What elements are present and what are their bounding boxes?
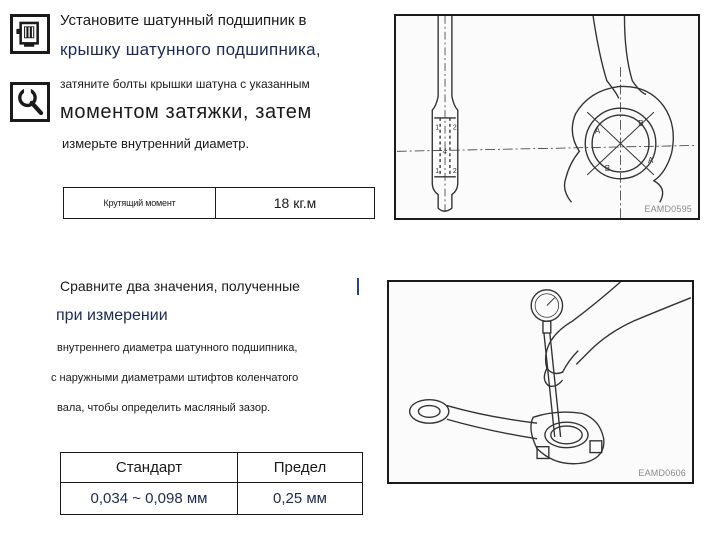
svg-text:B: B (604, 163, 611, 173)
bore-gauge-diagram (389, 282, 692, 482)
limit-value-cell (238, 483, 363, 515)
standard-header-cell (61, 453, 238, 483)
svg-text:4: 4 (443, 148, 447, 156)
torque-label: Крутящий момент (103, 198, 176, 208)
svg-text:A: A (595, 126, 601, 136)
standard-value: 0,034 ~ 0,098 мм (90, 490, 208, 507)
torque-wrench-icon (10, 82, 50, 122)
limit-header: Предел (273, 459, 327, 476)
compare-line-5: вала, чтобы определить масляный зазор. (57, 402, 271, 414)
bore-gauge-figure (387, 280, 694, 484)
torque-value: 18 кг.м (273, 195, 317, 211)
connecting-rod-figure (394, 14, 700, 220)
text-cursor-mark (357, 278, 359, 295)
instruction-line-3: затяните болты крышки шатуна с указанным (60, 77, 310, 91)
torque-table (63, 187, 375, 219)
svg-text:2: 2 (452, 124, 457, 132)
clearance-table (60, 452, 363, 515)
instruction-line-4: моментом затяжки, затем (60, 101, 312, 123)
compare-line-4: с наружными диаметрами штифтов коленчатого (51, 372, 299, 384)
instruction-line-5: измерьте внутренний диаметр. (62, 136, 250, 151)
svg-text:B: B (638, 118, 644, 128)
limit-header-cell (238, 453, 363, 483)
standard-header: Стандарт (115, 459, 183, 476)
torque-value-cell (216, 188, 375, 219)
connecting-rod-diagram (396, 16, 698, 218)
instruction-line-2: крышку шатунного подшипника, (60, 40, 321, 59)
svg-text:1: 1 (435, 167, 440, 175)
standard-value-cell (61, 483, 238, 515)
limit-value: 0,25 мм (273, 490, 327, 507)
compare-line-2: при измерении (56, 307, 168, 324)
torque-label-cell (64, 188, 216, 219)
install-bearing-icon (10, 14, 50, 54)
svg-text:1: 1 (435, 124, 440, 132)
svg-text:2: 2 (452, 167, 457, 175)
svg-text:A: A (648, 156, 654, 166)
compare-line-3: внутреннего диаметра шатунного подшипника, (57, 342, 298, 354)
instruction-line-1: Установите шатунный подшипник в (60, 12, 307, 29)
figure-code-2: EAMD0606 (638, 468, 686, 478)
compare-line-1: Сравните два значения, полученные (60, 278, 300, 294)
figure-code-1: EAMD0595 (644, 204, 692, 214)
